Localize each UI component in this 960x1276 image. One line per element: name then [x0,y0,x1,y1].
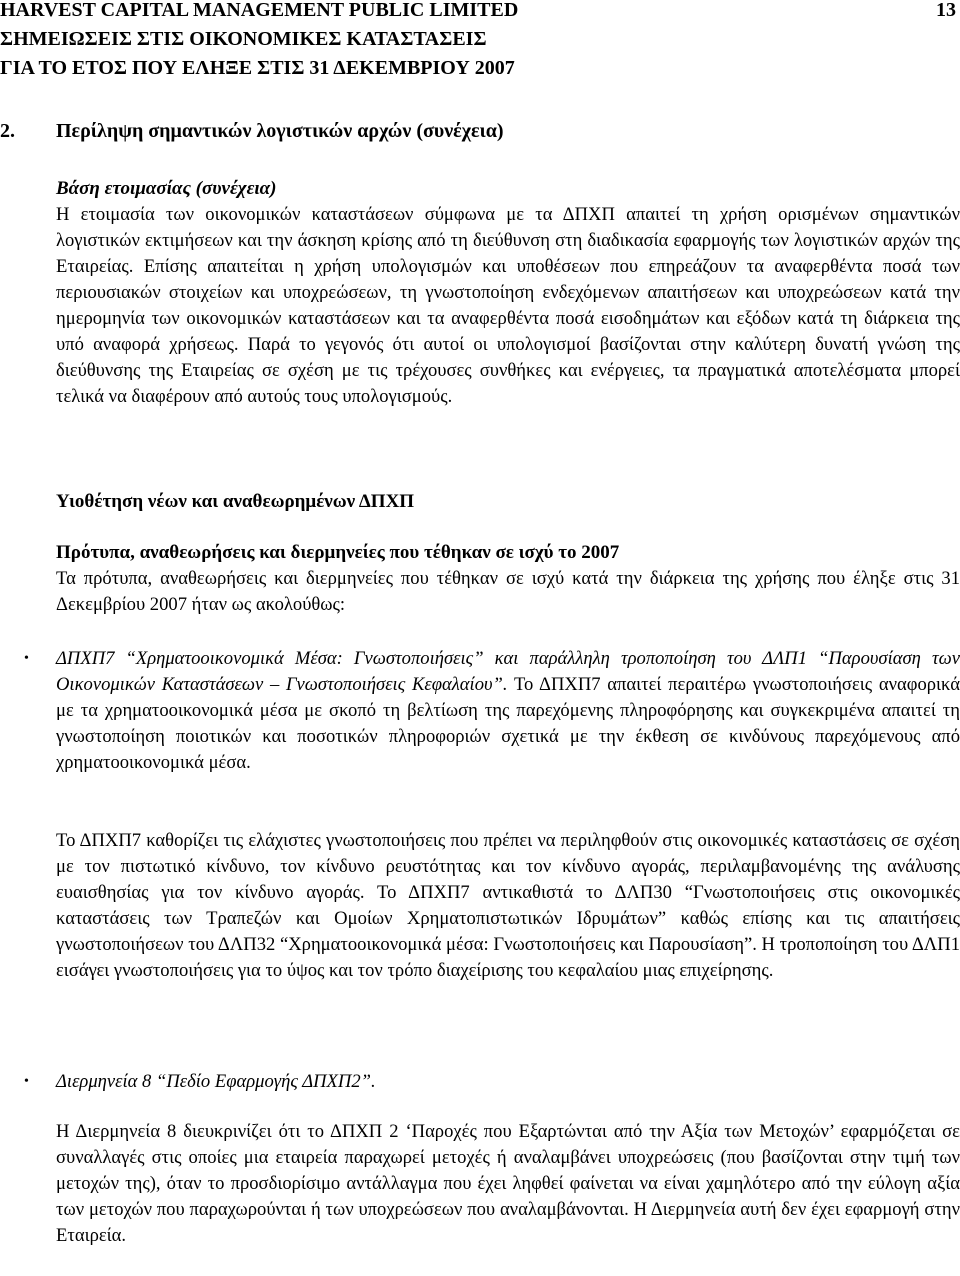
adoption-heading: Υιοθέτηση νέων και αναθεωρημένων ΔΠΧΠ [56,491,415,512]
page-header [0,0,960,83]
list-item-text-2: Το ΔΠΧΠ7 καθορίζει τις ελάχιστες γνωστοποιήσεις που πρέπει να περιληφθούν στις οικονομικές καταστάσεις σε σχέση με τον πιστωτικό κίνδυνο, τον κίνδυνο ρευστότητας και τον κίνδυνο αγοράς, περιλαμβανομένης της ανάλυσης ευαισθησίας για τον κίνδυνο αγοράς. Το ΔΠΧΠ7 αντικαθιστά το ΔΛΠ30 “Γνωστοποιήσεις στις οικονομικές καταστάσεις των Τραπεζών και Ομοίων Χρηματοπιστωτικών Ιδρυμάτων” καθώς επίσης και τις απαιτήσεις γνωστοποιήσεων του ΔΛΠ32 “Χρηματοοικονομικά μέσα: Γνωστοποιήσεις και Παρουσίαση”. Η τροποποίηση του ΔΛΠ1 εισάγει γνωστοποιήσεις για το ύψος και τον τρόπο διαχείρισης του κεφαλαίου μιας επιχείρησης. [56,830,960,981]
company-name: HARVEST CAPITAL MANAGEMENT PUBLIC LIMITED [0,0,519,21]
adoption-subheading: Πρότυπα, αναθεωρήσεις και διερμηνείες που τέθηκαν σε ισχύ το 2007 [56,542,620,563]
basis-paragraph: Η ετοιμασία των οικονομικών καταστάσεων σύμφωνα με τα ΔΠΧΠ απαιτεί τη χρήση ορισμένων σημαντικών λογιστικών εκτιμήσεων και την άσκηση κρίσης από τη διεύθυνση στη διαδικασία εφαρμογής των λογιστικών αρχών της Εταιρείας. Επίσης απαιτείται η χρήση υπολογισμών και υποθέσεων που επηρεάζουν τα αναφερθέντα ποσά των περιουσιακών στοιχείων και υποχρεώσεων, τη γνωστοποίηση ενδεχόμενων απαιτήσεων και υποχρεώσεων κατά την ημερομηνία των οικονομικών καταστάσεων και τα αναφερθέντα ποσά εισοδημάτων και εξόδων κατά τη διάρκεια της υπό αναφορά χρήσεως. Παρά το γεγονός ότι αυτοί οι υπολογισμοί βασίζονται στην καλύτερη δυνατή γνώση της διεύθυνσης της Εταιρείας σε σχέση με τις τρέχουσες συνθήκες και ενέργειες, τα πραγματικά αποτελέσματα μπορεί τελικά να διαφέρουν από αυτούς τους υπολογισμούς. [56,204,960,407]
section-number: 2. [0,120,15,142]
bullet-icon: • [24,651,29,666]
period-title: ΓΙΑ ΤΟ ΕΤΟΣ ΠΟΥ ΕΛΗΞΕ ΣΤΙΣ 31 ΔΕΚΕΜΒΡΙΟΥ 2007 [0,57,515,79]
section-title: Περίληψη σημαντικών λογιστικών αρχών (συνέχεια) [56,120,504,142]
list-item [56,646,960,776]
page-number: 13 [936,0,956,21]
list-item-title: ΔΠΧΠ7 “Χρηματοοικονομικά Μέσα: Γνωστοποιήσεις” και παράλληλη τροποποίηση του ΔΛΠ1 “Παρουσίαση των Οικονομικών Καταστάσεων – Γνωστοποιήσεις Κεφαλαίου”. [56,648,960,695]
list-item-title: Διερμηνεία 8 “Πεδίο Εφαρμογής ΔΠΧΠ2”. [56,1071,376,1092]
list-item-continuation [56,1119,960,1249]
bullet-icon: • [24,1074,29,1089]
list-item-text: Η Διερμηνεία 8 διευκρινίζει ότι το ΔΠΧΠ 2 ‘Παροχές που Εξαρτώνται από την Αξία των Μετοχών’ εφαρμόζεται σε συναλλαγές στις οποίες μια εταιρεία παραχωρεί μετοχές ή αναλαμβάνει υποχρεώσεις (που βασίζονται στην τιμή των μετοχών της), όταν το προσδιορίσιμο αντάλλαγμα που έχει ληφθεί φαίνεται να είναι χαμηλότερο από την εύλογη αξία των μετοχών που παραχωρούνται ή των υποχρεώσεων που αναλαμβάνονται. Η Διερμηνεία αυτή δεν έχει εφαρμογή στην Εταιρεία. [56,1121,960,1246]
basis-section [56,176,960,410]
adoption-section [56,540,960,618]
list-item-text: Το ΔΠΧΠ7 απαιτεί περαιτέρω γνωστοποιήσεις αναφορικά με τα χρηματοοικονομικά μέσα με σκοπό τη βελτίωση της παρεχόμενης πληροφόρησης και συγκεκριμένα απαιτεί τη γνωστοποίηση ποιοτικών και ποσοτικών πληροφοριών σχετικά με την έκθεση σε κινδύνους παρεχόμενους από χρηματοοικονομικά μέσα. [56,674,960,773]
adoption-heading-block [56,489,960,515]
adoption-intro: Τα πρότυπα, αναθεωρήσεις και διερμηνείες που τέθηκαν σε ισχύ κατά την διάρκεια της χρήσης που έληξε στις 31 Δεκεμβρίου 2007 ήταν ως ακολούθως: [56,568,960,615]
list-item-body [56,646,960,776]
notes-title: ΣΗΜΕΙΩΣΕΙΣ ΣΤΙΣ ΟΙΚΟΝΟΜΙΚΕΣ ΚΑΤΑΣΤΑΣΕΙΣ [0,28,487,50]
list-item [56,1069,960,1095]
section-heading [0,118,504,145]
list-item-continuation [56,828,960,984]
basis-heading: Βάση ετοιμασίας (συνέχεια) [56,178,277,199]
